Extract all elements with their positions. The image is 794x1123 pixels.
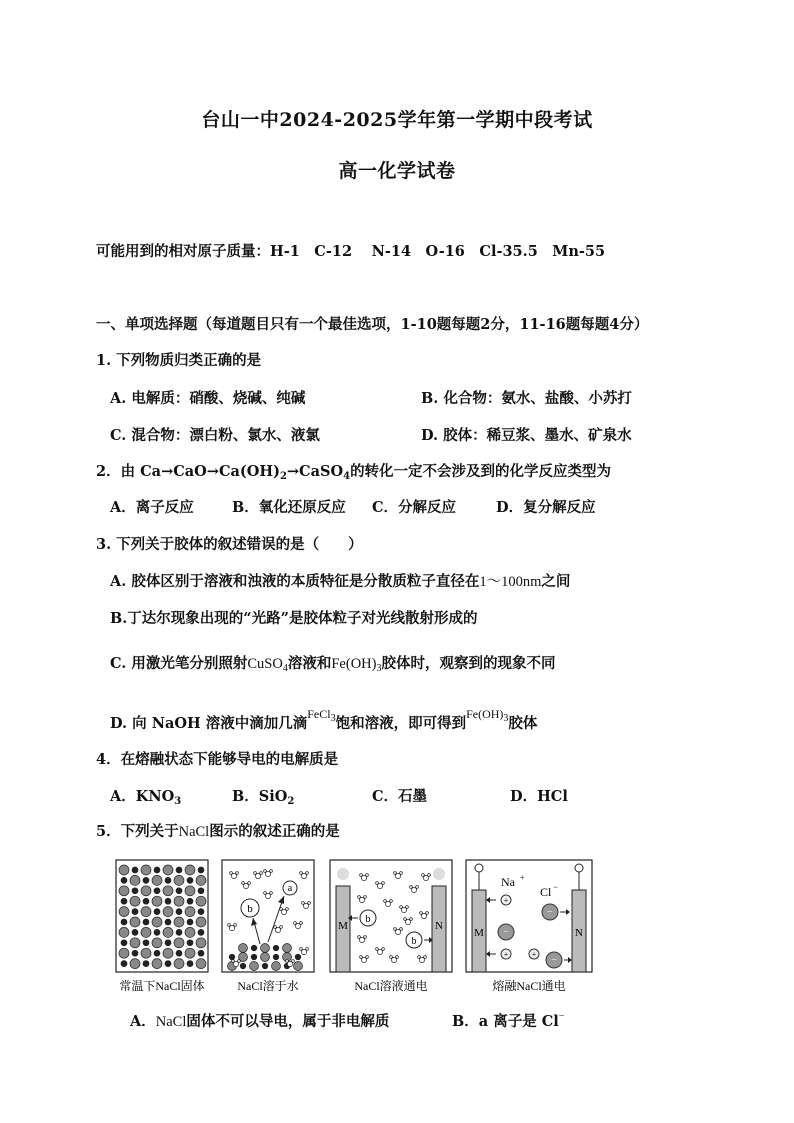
question-1-option-a: A. 电解质：硝酸、烧碱、纯碱 — [110, 390, 306, 407]
question-2-option-d: D．复分解反应 — [496, 499, 596, 516]
svg-text:+: + — [503, 896, 509, 905]
svg-text:+: + — [531, 950, 537, 959]
question-5-option-a: A．NaCl固体不可以导电，属于非电解质 — [130, 1013, 390, 1030]
question-1-stem: 1. 下列物质归类正确的是 — [96, 352, 262, 369]
caption-dissolve: NaCl溶于水 — [237, 979, 299, 993]
svg-text:−: − — [551, 955, 557, 966]
q2-pre: 2．由 — [96, 463, 141, 480]
question-3-option-a: A. 胶体区别于溶液和浊液的本质特征是分散质粒子直径在1～100nm之间 — [110, 573, 571, 590]
section-heading: 一、单项选择题（每道题目只有一个最佳选项，1-10题每题2分，11-16题每题4分） — [96, 316, 649, 333]
question-1-option-d: D. 胶体：稀豆浆、墨水、矿泉水 — [421, 427, 632, 444]
question-2-option-b: B．氧化还原反应 — [232, 499, 346, 516]
question-4-option-a: A．$KNO_3$ — [110, 788, 182, 807]
question-4-option-d: D．HCl — [510, 788, 568, 805]
electrode-n: N — [435, 920, 443, 932]
question-3-option-d: D. 向 NaOH 溶液中滴加几滴$^{FeCl_3}$饱和溶液，即可得到$^{Fe(OH)_3}$胶体 — [110, 707, 538, 732]
question-4-stem: 4．在熔融状态下能够导电的电解质是 — [96, 751, 339, 768]
svg-text:M: M — [474, 927, 484, 939]
atomic-masses: 可能用到的相对原子质量：H-1 C-12 N-14 O-16 Cl-35.5 Mn-55 — [96, 243, 606, 260]
question-1-option-b: B. 化合物：氨水、盐酸、小苏打 — [421, 390, 632, 407]
svg-text:b: b — [365, 914, 371, 925]
svg-text:−: − — [553, 882, 559, 892]
svg-text:+: + — [520, 873, 525, 882]
na-ion-label: Na — [501, 875, 515, 889]
exam-title: 台山一中2024-2025学年第一学期中段考试 — [201, 109, 593, 131]
svg-text:+: + — [503, 950, 509, 959]
svg-text:−: − — [547, 907, 553, 918]
question-5-option-b: B．a 离子是 Cl− — [452, 1011, 565, 1030]
svg-text:b: b — [411, 936, 417, 947]
svg-text:−: − — [503, 927, 509, 938]
question-3-stem: 3. 下列关于胶体的叙述错误的是（ ） — [96, 536, 363, 553]
label-b: b — [247, 903, 253, 915]
caption-molten: 熔融NaCl通电 — [492, 979, 566, 993]
label-a: a — [287, 883, 293, 894]
panel-molten-electrolysis — [466, 860, 592, 972]
question-2-option-c: C．分解反应 — [372, 499, 457, 516]
q2-post: 的转化一定不会涉及到的化学反应类型为 — [350, 463, 612, 480]
question-3-option-b: B.丁达尔现象出现的“光路”是胶体粒子对光线散射形成的 — [110, 610, 478, 627]
panel-solution-electrolysis — [330, 860, 452, 972]
panel-dissolve — [222, 860, 314, 972]
svg-text:N: N — [575, 927, 583, 939]
q2-chain: $Ca\to CaO\to Ca(OH)_2\to CaSO_4$ — [140, 463, 351, 482]
caption-solution: NaCl溶液通电 — [354, 979, 428, 993]
question-1-option-c: C. 混合物：漂白粉、氯水、液氯 — [110, 427, 320, 444]
question-4-option-c: C．石墨 — [372, 788, 428, 805]
question-5-stem: 5．下列关于NaCl图示的叙述正确的是 — [96, 823, 340, 840]
caption-solid: 常温下NaCl固体 — [119, 979, 205, 993]
nacl-diagram — [108, 856, 608, 998]
question-4-option-b: B．SiO$_2$ — [232, 788, 295, 807]
cl-ion-label: Cl — [540, 885, 552, 899]
question-2-option-a: A．离子反应 — [110, 499, 194, 516]
panel-solid — [116, 860, 208, 972]
exam-subtitle: 高一化学试卷 — [338, 160, 456, 182]
question-3-option-c: C. 用激光笔分别照射CuSO$_4$溶液和$Fe(OH)_3$胶体时，观察到的现象不同 — [110, 655, 556, 674]
question-2-stem — [96, 460, 611, 482]
electrode-m: M — [338, 920, 348, 932]
